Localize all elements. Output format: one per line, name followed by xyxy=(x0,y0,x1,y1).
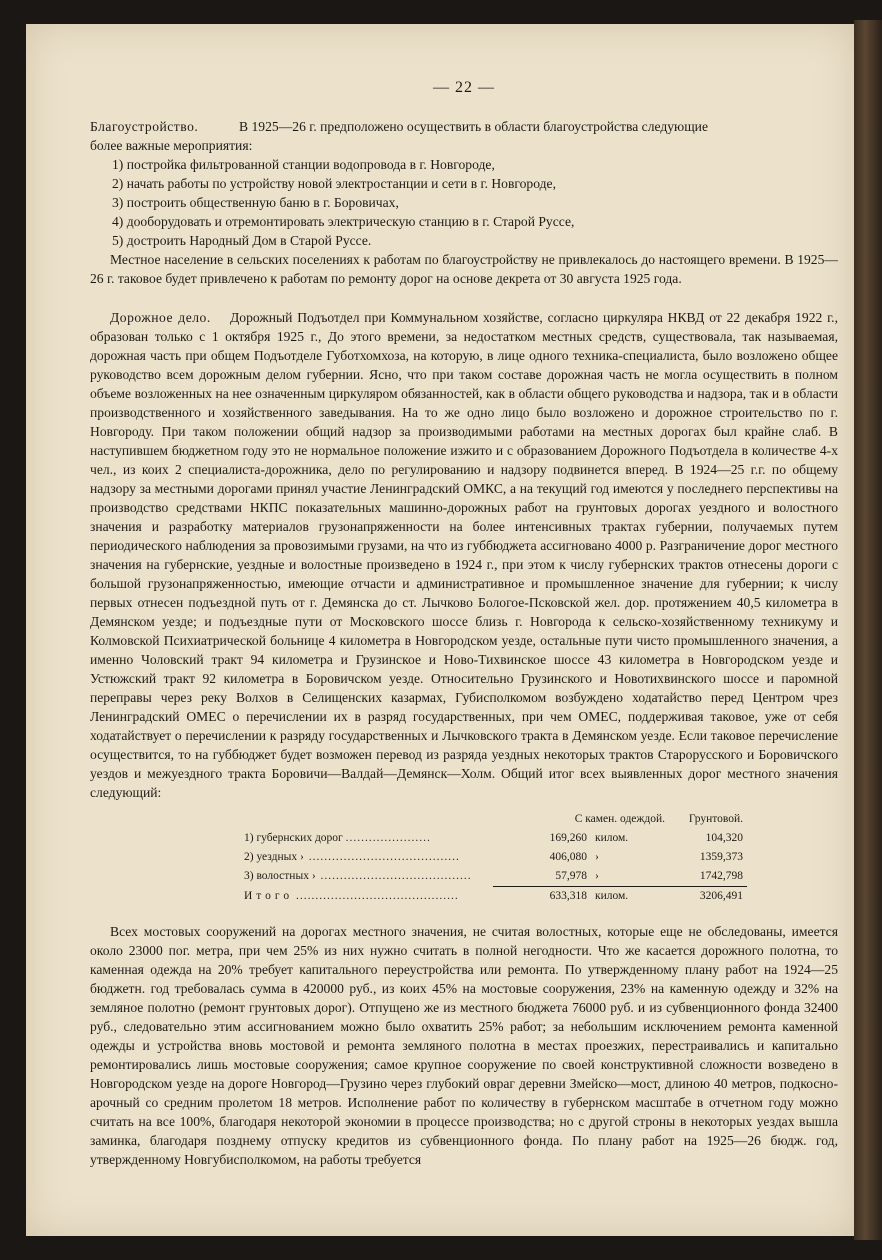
row-stone-value: 57,978 xyxy=(555,870,587,882)
roads-paragraph xyxy=(90,308,838,802)
improvement-intro-line1: В 1925—26 г. предположено осуществить в области благоустройства следующие xyxy=(239,119,708,134)
row-ground-value: 1742,798 xyxy=(699,870,743,882)
row-ground-value: 104,320 xyxy=(705,832,743,844)
list-item: 3) построить общественную баню в г. Боровичах, xyxy=(112,195,399,210)
bridges-paragraph: Всех мостовых сооружений на дорогах местного значения, не считая волостных, которые еще не обследованы, имеется около 23000 пог. метра, при чем 25% из них нужно считать в полной негодности. Что же касается дорожного полотна, то каменная одежда на 20% требует капитального переустройства или ремонта. По утвержденному плану работ на 1924—25 бюджетн. год требовалась сумма в 420000 руб., из коих 45% на мостовые сооружения, 23% на каменную одежду и 32% на земляное полотно (ремонт грунтовых дорог). Отпущено же из местного бюджета 76000 руб. и из субвенционного фонда 32400 руб., следовательно этим ассигнованием можно было охватить 25% работ; за небольшим исключением ремонта каменной одежды и устройства вновь мостовой и ремонта земляного полотна в местах проезжих, перестраивались и капитально ремонтировались лишь мостовые сооружения; самое крупное сооружение по своей конструктивной сложности возведено в Новгородском уезде на дороге Новгород—Грузино через глубокий овраг деревни Змейско—мост, длиною 40 метров, подкосно-арочный со средним пролетом 18 метров. Исполнение работ по количеству в губернском масштабе в отчетном году можно считать на все 100%, благодаря некоторой экономии в процессе производства; но с другой строны в некоторых уездах вышла заминка, благодаря позднему отпуску кредитов из субвенционного фонда. По плану работ на 1925—26 бюдж. год, утвержденному Новгубисполкомом, на работы требуется xyxy=(90,924,838,1167)
row-label: 3) волостных xyxy=(244,870,309,883)
row-label: 2) уездных xyxy=(244,851,298,863)
improvement-heading: Благоустройство. xyxy=(90,119,199,134)
total-label: Итого xyxy=(244,889,294,902)
improvement-intro-line2: более важные мероприятия: xyxy=(90,138,253,153)
row-stone-value: 406,080 xyxy=(549,851,587,863)
improvement-closing: Местное население в сельских поселениях к работам по благоустройству не привлекалось до настоящего времени. В 1925—26 г. таковое будет привлечено к работам по ремонту дорог на основе декрета от 30 августа 1925 года. xyxy=(90,252,838,286)
row-label: 1) губернских дорог xyxy=(244,832,343,844)
row-unit: › xyxy=(595,851,599,863)
row-unit: › xyxy=(595,870,599,882)
row-unit: килом. xyxy=(595,832,629,844)
table-row xyxy=(240,867,747,887)
row-ground-value: 1359,373 xyxy=(699,851,743,863)
column-header-stone: С камен. одеждой. xyxy=(574,813,665,825)
row-leader: › ....................................... xyxy=(300,851,460,863)
row-leader: ...................... xyxy=(345,832,431,844)
total-stone-value: 633,318 xyxy=(493,887,591,907)
table-total-row xyxy=(240,887,747,907)
total-unit: килом. xyxy=(591,887,669,907)
list-item: 5) достроить Народный Дом в Старой Руссе. xyxy=(112,233,372,248)
list-item: 2) начать работы по устройству новой электростанции и сети в г. Новгороде, xyxy=(112,176,556,191)
page-number: — 22 — xyxy=(433,79,495,96)
table-row xyxy=(240,829,747,848)
roads-body: Дорожный Подъотдел при Коммунальном хозяйстве, согласно циркуляра НКВД от 22 декабря 1922 г., образован только с 1 октября 1925 г., До этого времени, за недостатком местных средств, существовала, так называемая, дорожная часть при общем Подъотделе Губотхомхоза, на которую, в лице одного техника-специалиста, было возложено общее руководство всем дорожным делом губернии. Ясно, что при таком составе дорожная часть не могла осуществить в полном объеме возложенных на нее означенным циркуляром обязанностей, как в области общего руководства и надзора, так и в области производственного и хозяйственного заведывания. На то же одно лицо было возложено и дорожное строительство по г. Новгороду. При таком положении общий надзор за производимыми работами на местных дорогах был крайне слаб. В наступившем бюджетном году это не нормальное положение изжито и с образованием Дорожного Подъотдела в количестве 4-х чел., из коих 2 специалиста-дорожника, дело по регулированию и надзору подвинется вперед. В 1924—25 г.г. по общему надзору за местными дорогами принял участие Ленинградский ОМКС, а на текущий год имеются у последнего перспективы на производство средствами НКПС показательных машинно-дорожных работ на грунтовых дорогах уездного и волостного значения и разработку материалов грузонапряженности на более интенсивных трактах губернии, получаемых путем периодического наблюдения за провозимыми грузами, на что из губбюджета ассигновано 4000 р. Разграничение дорог местного значения на губернские, уездные и волостные произведено в 1924 г., при этом к числу губернских трактов отнесены дороги с большой грузонапряженностью, имеющие отчасти и административное и промышленное значение для губернии; к числу первых отнесен подъездной путь от г. Демянска до ст. Лычково Бологое-Псковской жел. дор. протяжением 40,5 километра в Демянском уезде; и подъездные пути от Московского шоссе близь г. Новгорода к сельско-хозяйственному техникуму и Колмовской Психиатрической больнице 4 километра в Новгородском уезде, остальные пути чисто промышленного значения, а именно Чоловский тракт 94 километра и Грузинское и Ново-Тихвинское шоссе 43 километра в Новгородском уезде и Устюжский тракт 92 километра в Боровичском уезде. Относительно Грузинского и Новотихвинского шоссе и паромной переправы через реку Волхов в Селищенских казармах, Губисполкомом возбуждено ходатайство перед Центром чрез Ленинградский ОМЕС о перечислении их в разряд государственных, при чем ОМЕС, поддерживая таковое, уже от себя ходатайствует о перечислении к разряду государственных и Лычковского тракта в Демянском уезде. Если таковое перечисление осуществится, то на губбюджет будет возможен перевод из разряда уездных некоторых трактов Старорусского и Боровичского уездов и межуездного тракта Боровичи—Валдай—Демянск—Холм. Общий итог всех выявленных дорог местного значения следующий: xyxy=(90,310,838,800)
improvement-intro xyxy=(90,117,838,136)
list-item: 1) постройка фильтрованной станции водопровода в г. Новгороде, xyxy=(112,157,495,172)
row-leader: › ....................................... xyxy=(311,870,472,883)
roads-heading: Дорожное дело. xyxy=(110,310,211,325)
document-text xyxy=(90,70,838,1169)
row-stone-value: 169,260 xyxy=(549,832,587,844)
table-header-row xyxy=(240,810,747,829)
improvement-list xyxy=(90,155,838,250)
column-header-ground: Грунтовой. xyxy=(688,813,743,825)
book-edge xyxy=(854,20,882,1240)
total-ground-value: 3206,491 xyxy=(669,887,747,907)
list-item: 4) дооборудовать и отремонтировать электрическую станцию в г. Старой Руссе, xyxy=(112,214,575,229)
total-leader: .......................................... xyxy=(295,889,459,902)
table-row xyxy=(240,848,747,867)
roads-table xyxy=(240,810,747,906)
